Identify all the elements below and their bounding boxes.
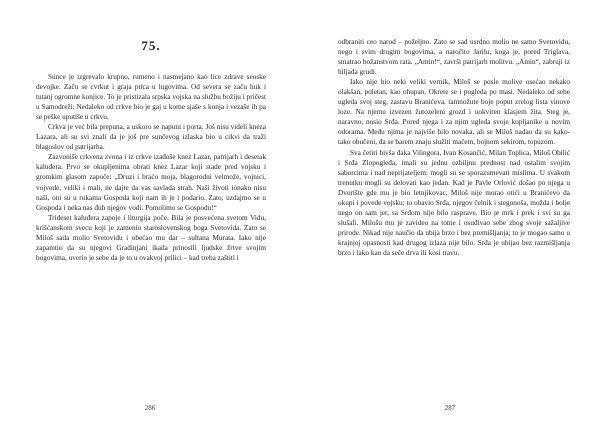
- paragraph: Iako nije bio neki veliki vernik, Miloš se posle molive osećao nekako olakšan, poletan, kao ohupan. Okrete se i pogleda po masi. Nedaleko od sebe ugleda svoj steg, zastavu Branićeva, tamnožute boje poput zrelog lista vinove loze. Na njemu izvezen žutozeleni grozd i uokviren klasjem žita. Steg je, naravno, nosio Srđa. Pored njega i za njim ugleda svoje kopljanike u novim odorama. Među njima je najviše bilo novaka, ali se Miloš nadao da su kako-tako obučeni, da se barem znaju služiti mačem, bojnom sekirom, topuzom.: [338, 78, 570, 147]
- right-page: [300, 0, 600, 424]
- paragraph: Trideset kaluđera zapoje i liturgija poče. Bila je posvećena svetom Vidu, krišćanskom svecu koji je zamenio staroslovenskog boga Svetovida. Zato se Miloš sada molio Svetovidu i obećao mu dar – sultana Murata. Iako nije zapamtio da su njegovi Gradinjani ikada prinosili ljudske žrtve svojim bogovima, uverio je sebe da je to u ovakvoj prilici – kad treba zaštiti i: [36, 213, 266, 262]
- page-number-right: 287: [444, 404, 456, 412]
- paragraph: Sunce je izgrevalo krupno, rumeno i nasmejano kao lice zdrave seoske devojke. Začu se cvrkut i graja ptica u lugovima. Od severa se začu huk i tutanj ogromne konjice. To je pristizala srpska vojska na službu božiju i pričest u Samodreži. Nedaleko od crkve bio je gaj u kome sjaše s konja i vezaše ih pa se peške uputiše u crkvu.: [36, 73, 266, 122]
- left-page-text: [36, 72, 266, 396]
- page-number-left: 286: [144, 404, 156, 412]
- paragraph: Crkva je već bila prepuna, a uskoro se napuni i porta. Još nisu videli kneza Lazara, ali su svi znali da je još pre sunčevog izlaska bio u crkvi da traži blagoslov od patrijarha.: [36, 123, 266, 152]
- paragraph: odbraniti ceo narod – poželjno. Zato se sad usrdno molio ne samo Svetovidu, nego i svim drugim bogovima, a naročito Jarilu, koga je, pored Triglava, smatrao božanstvom rata. „Amin!“, završi patrijarh molitvu. „Amin“, zabruji iz hiljada grudi.: [338, 38, 570, 77]
- chapter-number: 75.: [141, 38, 161, 53]
- right-page-text: [338, 37, 570, 396]
- paragraph: Sva četiri bivša đaka Vilingora, Ivan Kosančić, Milan Toplica, Miloš Obilić i Srđa Zlopogleđa, imali su jednu ozbiljnu prednost nad ostalim svojim saborcima i nad neprijateljem: mogli su se sporazumevati mislima. U svakom trenutku mogli su delovati kao jedan. Kad je Pavle Orlović došao po njega u Dvorište gde mu je bio letnjikovac, Miloš nije morao otići u Branićevo da okupi i povede vojsku; to obavio Srđa, njegov čelnik i stegonoša, možda i bolje nego on sam jer, sa Srđom nije bilo rasprave. Bio je mrk i prek i svi su ga slušali. Milošu mu je zavideo na tome i osuđivao sebe zbog svoje sažaljive prirode. Nikad nije naučio da ubija brzo i bez premišljanja; to je mogao samo u krajnjoj opasnosti kad drugog izlaza nije bilo. Srđa je ubijao bez razmišljanja brzo i lako kao da seče drva ili kosi travu.: [338, 148, 570, 257]
- paragraph: Zazvoniše crkvena zvona i iz crkve izađoše knez Lazar, patrijarh i desetak kaluđera. Prvo se okupljenima obrati knez Lazar koji stade pred vojsku i gromkim glasom započe: „Druzi i braćo moja, blagorodni velmože, vojnici, vojvode, veliki i mali, ne dajte da vas savlada strah. Naši životi ionako nisu naši, oni su u rukama Gospoda koji nam ih je i podario. Zato, uzdajmo se u Gospoda i neka nas đuh njegov vodi. Pomolimo se Gospodu!“: [36, 153, 266, 212]
